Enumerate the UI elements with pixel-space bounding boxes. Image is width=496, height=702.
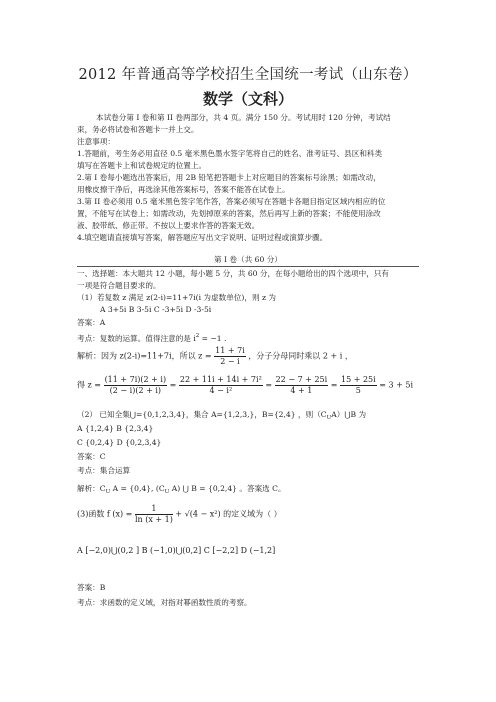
part1-instructions: 一、选择题：本大题共 12 小题，每小题 5 分，共 60 分，在每小题给出的四个选项中，只有 bbox=[77, 269, 390, 278]
part1-heading: 第 I 卷（共 60 分） bbox=[214, 255, 282, 264]
q1-stem: （1）若复数 z 满足 z(2-i)=11+7i(i 为虚数单位)，则 z 为 bbox=[77, 293, 276, 302]
exam-subtitle: 数学（文科） bbox=[202, 90, 293, 108]
q1-solution: 解析：因为 z(2-i)=11+7i，所以 z = $\frac{11 + 7i}{2 - i}$ ，分子分母同时乘以 2 + i ， bbox=[77, 346, 353, 366]
q3-point: 考点：求函数的定义域，对指对幂函数性质的考察。 bbox=[77, 598, 252, 607]
q2-solution: 解析：$C_U$ A = {0,4}, ($C_U$ A) ⋃ B = {0,2,4} 。答案选 C。 bbox=[77, 484, 286, 495]
notice-line: 3.第 II 卷必须用 0.5 毫米黑色签字笔作答，答案必须写在答题卡各题目指定区域内相应的位 bbox=[77, 197, 386, 206]
q1-point: 考点：复数的运算。值得注意的是 $i^2 = -1$ . bbox=[77, 333, 227, 343]
notice-line: 1.答题前，考生务必用直径 0.5 毫米黑色墨水签字笔将自己的姓名、准考证号、县区和科类 bbox=[77, 149, 383, 158]
intro-line: 束，务必将试卷和答题卡一并上交。 bbox=[77, 125, 199, 134]
q3-fraction: $\frac{1}{\ln (x + 1)}$ bbox=[134, 504, 173, 524]
q2-answer: 答案：C bbox=[77, 452, 106, 461]
calc-fraction: $\frac{(11 + 7i)(2 + i)}{(2 - i)(2 + i)}$ bbox=[104, 375, 167, 395]
calc-fraction: $\frac{\text{22 + 11i + 14i + 7i²}}{\text{4 − i²}}$ bbox=[179, 375, 262, 395]
section-divider bbox=[77, 266, 419, 267]
notice-line: 2.第 I 卷每小题选出答案后，用 2B 铅笔把答题卡上对应题目的答案标号涂黑；如需改动， bbox=[77, 173, 381, 182]
notice-line: 填写在答题卡上和试卷规定的位置上。 bbox=[77, 161, 207, 170]
q2-options: A {1,2,4} B {2,3,4} bbox=[77, 424, 154, 433]
intro-line: 本试卷分第 I 卷和第 II 卷两部分，共 4 页。满分 150 分。考试用时 120 分钟，考试结 bbox=[96, 113, 391, 122]
exam-title: 2012 年普通高等学校招生全国统一考试（山东卷） bbox=[78, 67, 418, 83]
q2-point: 考点：集合运算 bbox=[77, 466, 131, 475]
q2-options: C {0,2,4} D {0,2,3,4} bbox=[77, 438, 162, 447]
notice-heading: 注意事项： bbox=[77, 137, 115, 146]
q3-stem: (3)函数 f (x) = $\frac{1}{\ln (x + 1)}$ + √(4 − x²) 的定义域为（ ） bbox=[77, 504, 282, 524]
part1-instructions: 一项是符合题目要求的。 bbox=[77, 281, 161, 290]
notice-line: 4.填空题请直接填写答案，解答题应写出文字说明、证明过程或演算步骤。 bbox=[77, 233, 328, 242]
notice-line: 置，不能写在试卷上；如需改动，先划掉原来的答案，然后再写上新的答案；不能使用涂改 bbox=[77, 209, 381, 218]
notice-line: 液、胶带纸、修正带。不按以上要求作答的答案无效。 bbox=[77, 221, 260, 230]
q1-answer: 答案：A bbox=[77, 318, 106, 327]
q3-options: A [−2,0)⋃(0,2 ] B (−1,0)⋃(0,2] C [−2,2] D (−1,2] bbox=[77, 546, 276, 555]
q2-stem: （2） 已知全集⋃={0,1,2,3,4}，集合 A={1,2,3,}，B={2,4} ，则$(C_UA)⋃B$ 为 bbox=[77, 410, 367, 421]
notice-line: 用橡皮擦干净后，再选涂其他答案标号，答案不能答在试卷上。 bbox=[77, 185, 290, 194]
q3-answer: 答案：B bbox=[77, 583, 106, 592]
calc-fraction: $\frac{15 + 25i}{5}$ bbox=[340, 375, 376, 395]
calc-fraction: $\frac{22 - 7 + 25i}{4 + 1}$ bbox=[275, 375, 328, 395]
q1-fraction: $\frac{11 + 7i}{2 - i}$ bbox=[215, 346, 245, 366]
q1-options: A 3+5i B 3-5i C -3+5i D -3-5i bbox=[100, 305, 212, 314]
q1-calculation: 得 z = $\frac{(11 + 7i)(2 + i)}{(2 - i)(2 + i)}$ = $\frac{\text{22 + 11i + 14i + 7i²}}{\text{4 − i²}}$ = $\frac{22 - 7 + 25i}{4 + 1}$ = $\frac{15 + 25i}{5}$ = 3 + 5i bbox=[77, 375, 414, 395]
